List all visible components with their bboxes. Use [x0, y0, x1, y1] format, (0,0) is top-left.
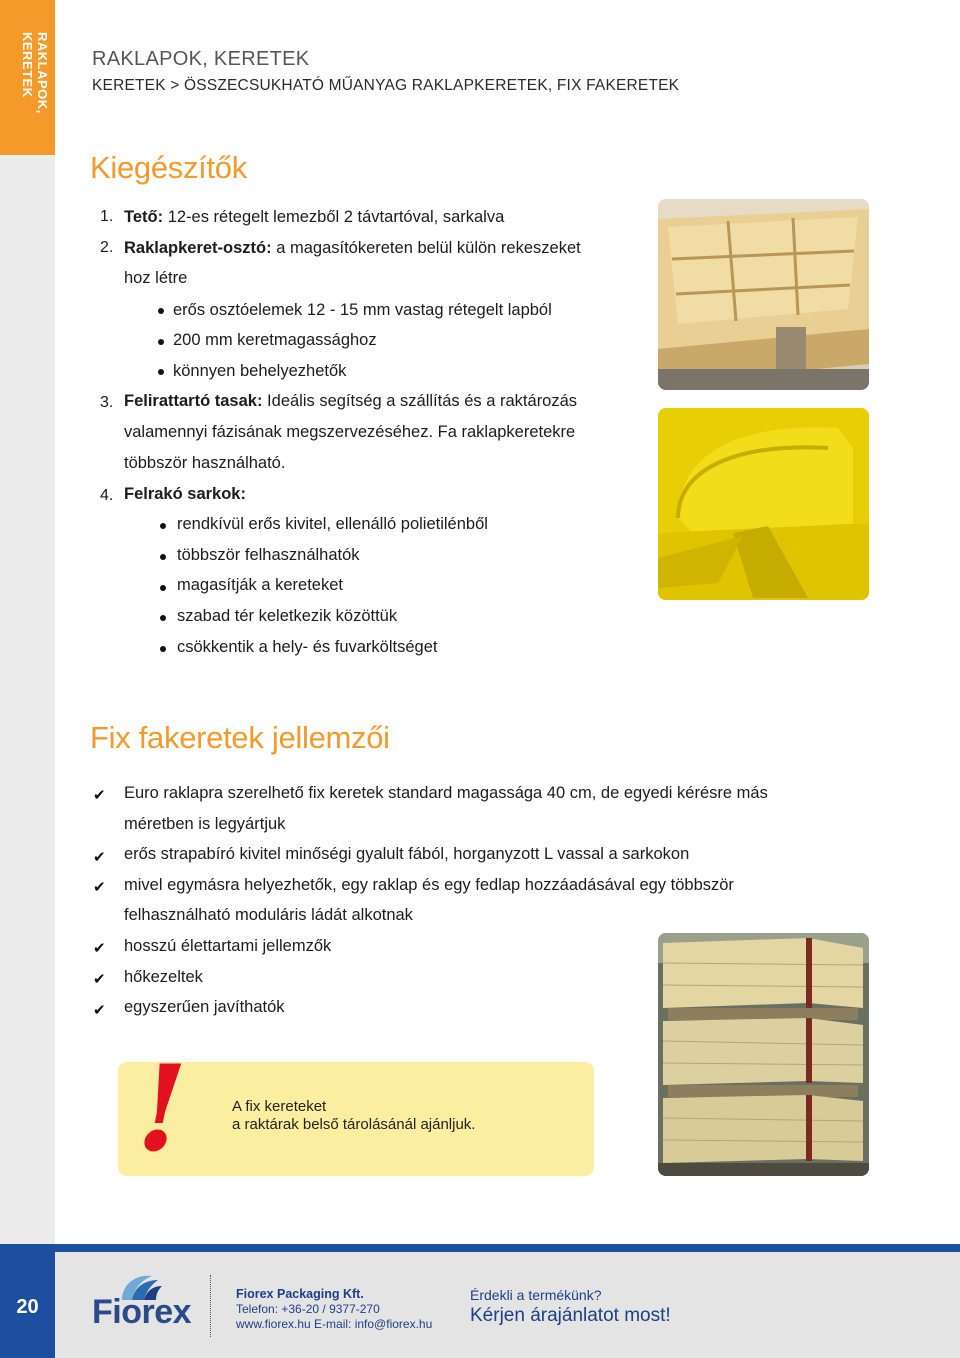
list-item — [124, 239, 581, 258]
bullet-icon — [160, 646, 166, 652]
section-tab-label: RAKLAPOK, KERETEK — [20, 32, 50, 114]
sidebar — [0, 0, 55, 1244]
checklist-text: hőkezeltek — [124, 968, 203, 986]
checklist-text: felhasználható moduláris ládát alkotnak — [124, 906, 413, 924]
exclamation-icon: ! — [136, 1039, 188, 1178]
check-icon: ✔ — [93, 1001, 106, 1019]
checklist-text: méretben is legyártjuk — [124, 815, 286, 833]
check-icon: ✔ — [93, 939, 106, 957]
bullet-text: többször felhasználhatók — [177, 546, 360, 564]
item-continuation: hoz létre — [124, 269, 188, 287]
item-label: Felirattartó tasak: — [124, 392, 263, 410]
checklist-text: Euro raklapra szerelhető fix keretek standard magassága 40 cm, de egyedi kérésre más — [124, 784, 768, 802]
breadcrumb: KERETEK > ÖSSZECSUKHATÓ MŰANYAG RAKLAPKERETEK, FIX FAKERETEK — [92, 77, 680, 94]
checklist-text: erős strapabíró kivitel minőségi gyalult fából, horganyzott L vassal a sarkokon — [124, 845, 690, 863]
item-continuation: többször használható. — [124, 454, 286, 472]
checklist-text: hosszú élettartami jellemzők — [124, 937, 332, 955]
stacked-crates-photo — [658, 933, 869, 1176]
fiorex-logo: Fiorex — [92, 1293, 192, 1331]
item-label: Tető: — [124, 208, 164, 226]
company-phone: Telefon: +36-20 / 9377-270 — [236, 1302, 380, 1316]
bullet-text: magasítják a kereteket — [177, 576, 343, 594]
section-tab — [0, 0, 55, 155]
footer-separator — [210, 1275, 211, 1337]
bullet-icon — [160, 523, 166, 529]
plastic-corner-photo — [658, 408, 869, 600]
bullet-text: szabad tér keletkezik közöttük — [177, 607, 398, 625]
bullet-text: könnyen behelyezhetők — [173, 362, 347, 380]
company-contact-link[interactable]: www.fiorex.hu E-mail: info@fiorex.hu — [236, 1317, 433, 1331]
bullet-text: erős osztóelemek 12 - 15 mm vastag rétegelt lapból — [173, 301, 552, 319]
checklist-text: egyszerűen javíthatók — [124, 998, 285, 1016]
list-number: 1. — [100, 208, 114, 225]
check-icon: ✔ — [93, 970, 106, 988]
list-number: 4. — [100, 487, 114, 504]
list-item — [124, 208, 504, 227]
check-icon: ✔ — [93, 786, 106, 804]
note-text: a raktárak belső tárolásánál ajánljuk. — [232, 1116, 476, 1133]
item-label: Raklapkeret-osztó: — [124, 239, 272, 257]
note-text: A fix kereteket — [232, 1098, 327, 1115]
item-text: 12-es rétegelt lemezből 2 távtartóval, sarkalva — [163, 208, 505, 226]
bullet-icon — [160, 615, 166, 621]
section-heading-features: Fix fakeretek jellemzői — [90, 720, 390, 755]
checklist-text: mivel egymásra helyezhetők, egy raklap és egy fedlap hozzáadásával egy többször — [124, 876, 734, 894]
list-item — [124, 392, 577, 411]
item-continuation: valamennyi fázisának megszervezéséhez. Fa raklapkeretekre — [124, 423, 576, 441]
company-name: Fiorex Packaging Kft. — [236, 1287, 364, 1301]
cta-quote-link[interactable]: Kérjen árajánlatot most! — [470, 1305, 671, 1326]
section-heading-accessories: Kiegészítők — [90, 150, 247, 185]
bullet-text: rendkívül erős kivitel, ellenálló polietilénből — [177, 515, 488, 533]
bullet-text: 200 mm keretmagassághoz — [173, 331, 377, 349]
bullet-text: csökkentik a hely- és fuvarköltséget — [177, 638, 438, 656]
list-item — [124, 485, 246, 504]
pallet-divider-photo — [658, 199, 869, 390]
bullet-icon — [158, 369, 164, 375]
bullet-icon — [158, 339, 164, 345]
item-text: a magasítókereten belül külön rekeszeket — [271, 239, 581, 257]
cta-question: Érdekli a termékünk? — [470, 1287, 602, 1303]
item-label: Felrakó sarkok: — [124, 485, 246, 503]
bullet-icon — [160, 554, 166, 560]
bullet-icon — [160, 585, 166, 591]
list-number: 2. — [100, 239, 114, 256]
check-icon: ✔ — [93, 848, 106, 866]
item-text: Ideális segítség a szállítás és a raktározás — [262, 392, 578, 410]
list-number: 3. — [100, 394, 114, 411]
check-icon: ✔ — [93, 878, 106, 896]
page-number: 20 — [16, 1296, 39, 1318]
footer-divider — [0, 1244, 960, 1252]
page-title: RAKLAPOK, KERETEK — [92, 48, 310, 70]
bullet-icon — [158, 308, 164, 314]
